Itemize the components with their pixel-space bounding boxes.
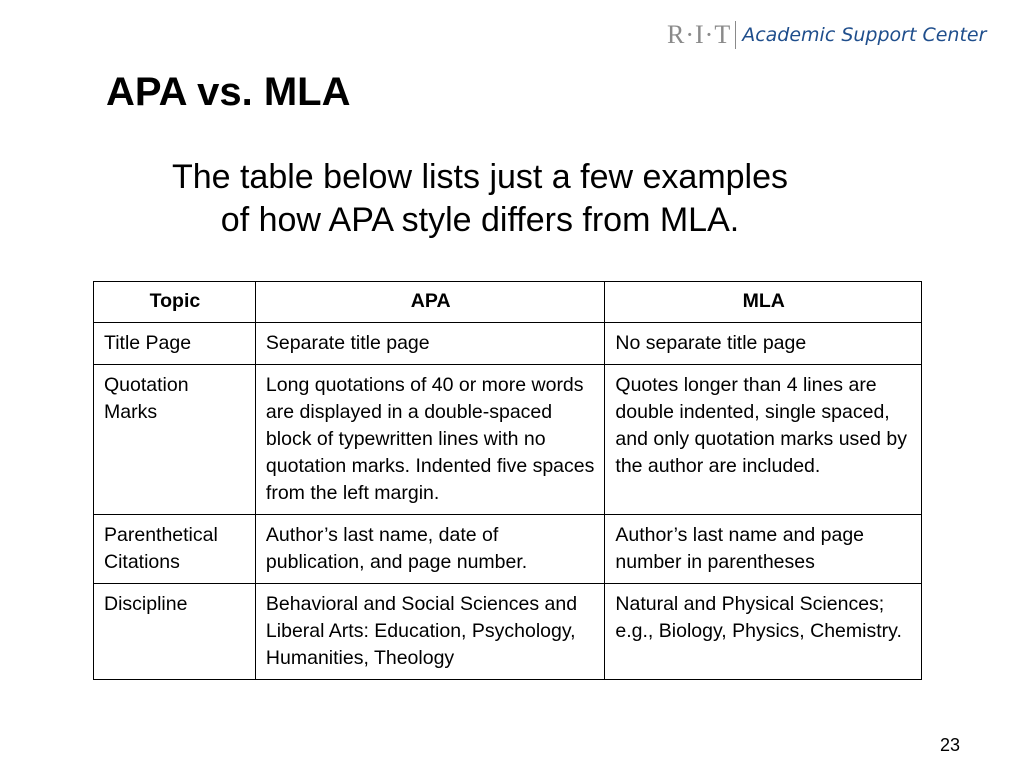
subtitle-line-2: of how APA style differs from MLA. [220, 201, 740, 239]
slide-title: APA vs. MLA [106, 70, 351, 114]
table-header-row [94, 282, 922, 323]
logo-rit-text: R·I·T [667, 20, 732, 49]
header-topic: Topic [94, 282, 256, 323]
cell-apa: Long quotations of 40 or more words are displayed in a double-spaced block of typewritten lines with no quotation marks. Indented five spaces from the left margin. [255, 365, 604, 515]
logo-center-name: Academic Support Center [742, 24, 987, 46]
cell-mla: Quotes longer than 4 lines are double indented, single spaced, and only quotation marks used by the author are included. [605, 365, 922, 515]
table-row [94, 584, 922, 680]
cell-mla: Author’s last name and page number in parentheses [605, 515, 922, 584]
cell-mla: Natural and Physical Sciences; e.g., Biology, Physics, Chemistry. [605, 584, 922, 680]
cell-topic: Quotation Marks [94, 365, 256, 515]
logo-divider [735, 21, 736, 49]
cell-topic: Parenthetical Citations [94, 515, 256, 584]
header-apa: APA [255, 282, 604, 323]
cell-apa: Behavioral and Social Sciences and Liberal Arts: Education, Psychology, Humanities, Theology [255, 584, 604, 680]
subtitle-line-1: The table below lists just a few examples [171, 158, 789, 196]
cell-topic: Discipline [94, 584, 256, 680]
cell-mla: No separate title page [605, 323, 922, 365]
slide-subtitle [90, 156, 870, 242]
table-row [94, 365, 922, 515]
cell-apa: Separate title page [255, 323, 604, 365]
page-number: 23 [940, 735, 961, 755]
table-row [94, 515, 922, 584]
cell-topic: Title Page [94, 323, 256, 365]
header-mla: MLA [605, 282, 922, 323]
cell-apa: Author’s last name, date of publication, and page number. [255, 515, 604, 584]
rit-asc-logo [667, 18, 986, 52]
table-row [94, 323, 922, 365]
comparison-table [93, 281, 922, 680]
